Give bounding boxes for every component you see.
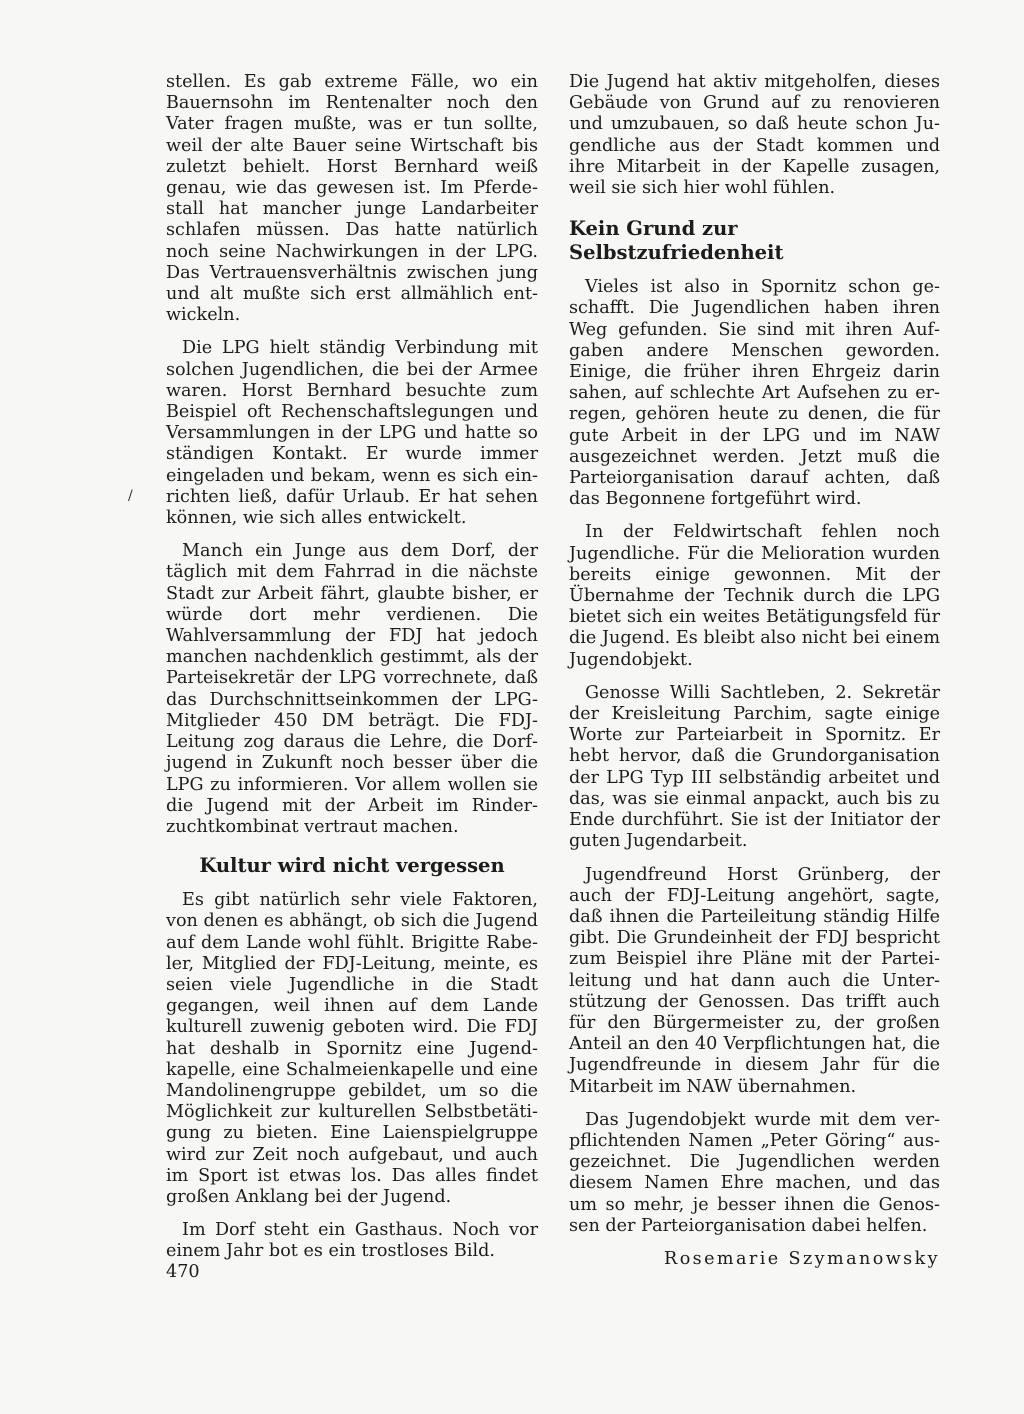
paragraph: Die LPG hielt ständig Verbindung mit solchen Jugendlichen, die bei der Armee waren. Horst Bernhard besuchte zum Beispiel oft Rechenschaftslegungen und Versammlungen in der LPG und hatte so ständigen Kontakt. Er wurde immer eingeladen und bekam, wenn es sich einrichten ließ, dafür Urlaub. Er hat sehen können, wie sich alles entwickelt. xyxy=(166,338,538,529)
paragraph: Das Jugendobjekt wurde mit dem verpflichtenden Namen „Peter Göring“ ausgezeichnet. Die Jugendlichen werden diesem Namen Ehre machen, und das um so mehr, je besser ihnen die Genossen der Parteiorganisation dabei helfen. xyxy=(569,1109,940,1236)
section-heading: Kultur wird nicht vergessen xyxy=(199,854,505,878)
section-heading: Kein Grund zur Selbstzufriedenheit xyxy=(569,217,784,265)
author-byline: Rosemarie Szymanowsky xyxy=(664,1248,940,1269)
right-column xyxy=(569,72,940,1282)
paragraph: Manch ein Junge aus dem Dorf, der täglich mit dem Fahrrad in die nächste Stadt zur Arbeit fährt, glaubte bisher, er würde dort mehr verdienen. Die Wahlversammlung der FDJ hat jedoch manchen nachdenklich gestimmt, als der Parteisekretär der LPG vorrechnete, daß das Durchschnittseinkommen der LPG-Mitglieder 450 DM beträgt. Die FDJ-Leitung zog daraus die Lehre, die Dorfjugend in Zukunft noch besser über die LPG zu informieren. Vor allem wollen sie die Jugend mit der Arbeit im Rinderzuchtkombinat vertraut machen. xyxy=(166,541,538,837)
paragraph: stellen. Es gab extreme Fälle, wo ein Bauernsohn im Rentenalter noch den Vater fragen mußte, was er tun sollte, weil der alte Bauer seine Wirtschaft bis zuletzt behielt. Horst Bernhard weiß genau, wie das gewesen ist. Im Pferdestall hat mancher junge Landarbeiter schlafen müssen. Das hatte natürlich noch seine Nachwirkungen in der LPG. Das Vertrauensverhältnis zwischen jung und alt mußte sich erst allmählich entwickeln. xyxy=(166,72,538,326)
paragraph: Im Dorf steht ein Gasthaus. Noch vor einem Jahr bot es ein trostloses Bild. xyxy=(166,1220,538,1262)
paragraph: Es gibt natürlich sehr viele Faktoren, von denen es abhängt, ob sich die Jugend auf dem Lande wohl fühlt. Brigitte Rabeler, Mitglied der FDJ-Leitung, meinte, es seien viele Jugendliche in die Stadt gegangen, weil ihnen auf dem Lande kulturell zuwenig geboten wird. Die FDJ hat deshalb in Spornitz eine Jugendkapelle, eine Schalmeienkapelle und eine Mandolinengruppe gebildet, um so die Möglichkeit zur kulturellen Selbstbetätigung zu bieten. Eine Laienspielgruppe wird zur Zeit noch aufgebaut, und auch im Sport ist etwas los. Das alles findet großen Anklang bei der Jugend. xyxy=(166,890,538,1207)
paragraph: In der Feldwirtschaft fehlen noch Jugendliche. Für die Melioration wurden bereits einige gewonnen. Mit der Übernahme der Technik durch die LPG bietet sich ein weites Betätigungsfeld für die Jugend. Es bleibt also nicht bei einem Jugendobjekt. xyxy=(569,522,940,670)
left-column xyxy=(166,72,538,1275)
paragraph: Jugendfreund Horst Grünberg, der auch der FDJ-Leitung angehört, sagte, daß ihnen die Parteileitung ständig Hilfe gibt. Die Grundeinheit der FDJ bespricht zum Beispiel ihre Pläne mit der Parteileitung und hat dann auch die Unterstützung der Genossen. Das trifft auch für den Bürgermeister zu, der großen Anteil an den 40 Verpflichtungen hat, die Jugendfreunde in diesem Jahr für die Mitarbeit im NAW übernahmen. xyxy=(569,864,940,1097)
paragraph: Genosse Willi Sachtleben, 2. Sekretär der Kreisleitung Parchim, sagte einige Worte zur Parteiarbeit in Spornitz. Er hebt hervor, daß die Grundorganisation der LPG Typ III selbständig arbeitet und das, was sie einmal anpackt, auch bis zu Ende durchführt. Sie ist der Initiator der guten Jugendarbeit. xyxy=(569,682,940,852)
paragraph: Die Jugend hat aktiv mitgeholfen, dieses Gebäude von Grund auf zu renovieren und umzubauen, so daß heute schon Jugendliche aus der Stadt kommen und ihre Mitarbeit in der Kapelle zusagen, weil sie sich hier wohl fühlen. xyxy=(569,72,940,199)
paragraph: Vieles ist also in Spornitz schon geschafft. Die Jugendlichen haben ihren Weg gefunden. Sie sind mit ihren Aufgaben andere Menschen geworden. Einige, die früher ihren Ehrgeiz darin sahen, auf schlechte Art Aufsehen zu erregen, gehören heute zu denen, die für gute Arbeit in der LPG und im NAW ausgezeichnet werden. Jetzt muß die Parteiorganisation darauf achten, daß das Begonnene fortgeführt wird. xyxy=(569,277,940,510)
margin-mark: / xyxy=(128,488,133,504)
page-number: 470 xyxy=(166,1262,200,1282)
